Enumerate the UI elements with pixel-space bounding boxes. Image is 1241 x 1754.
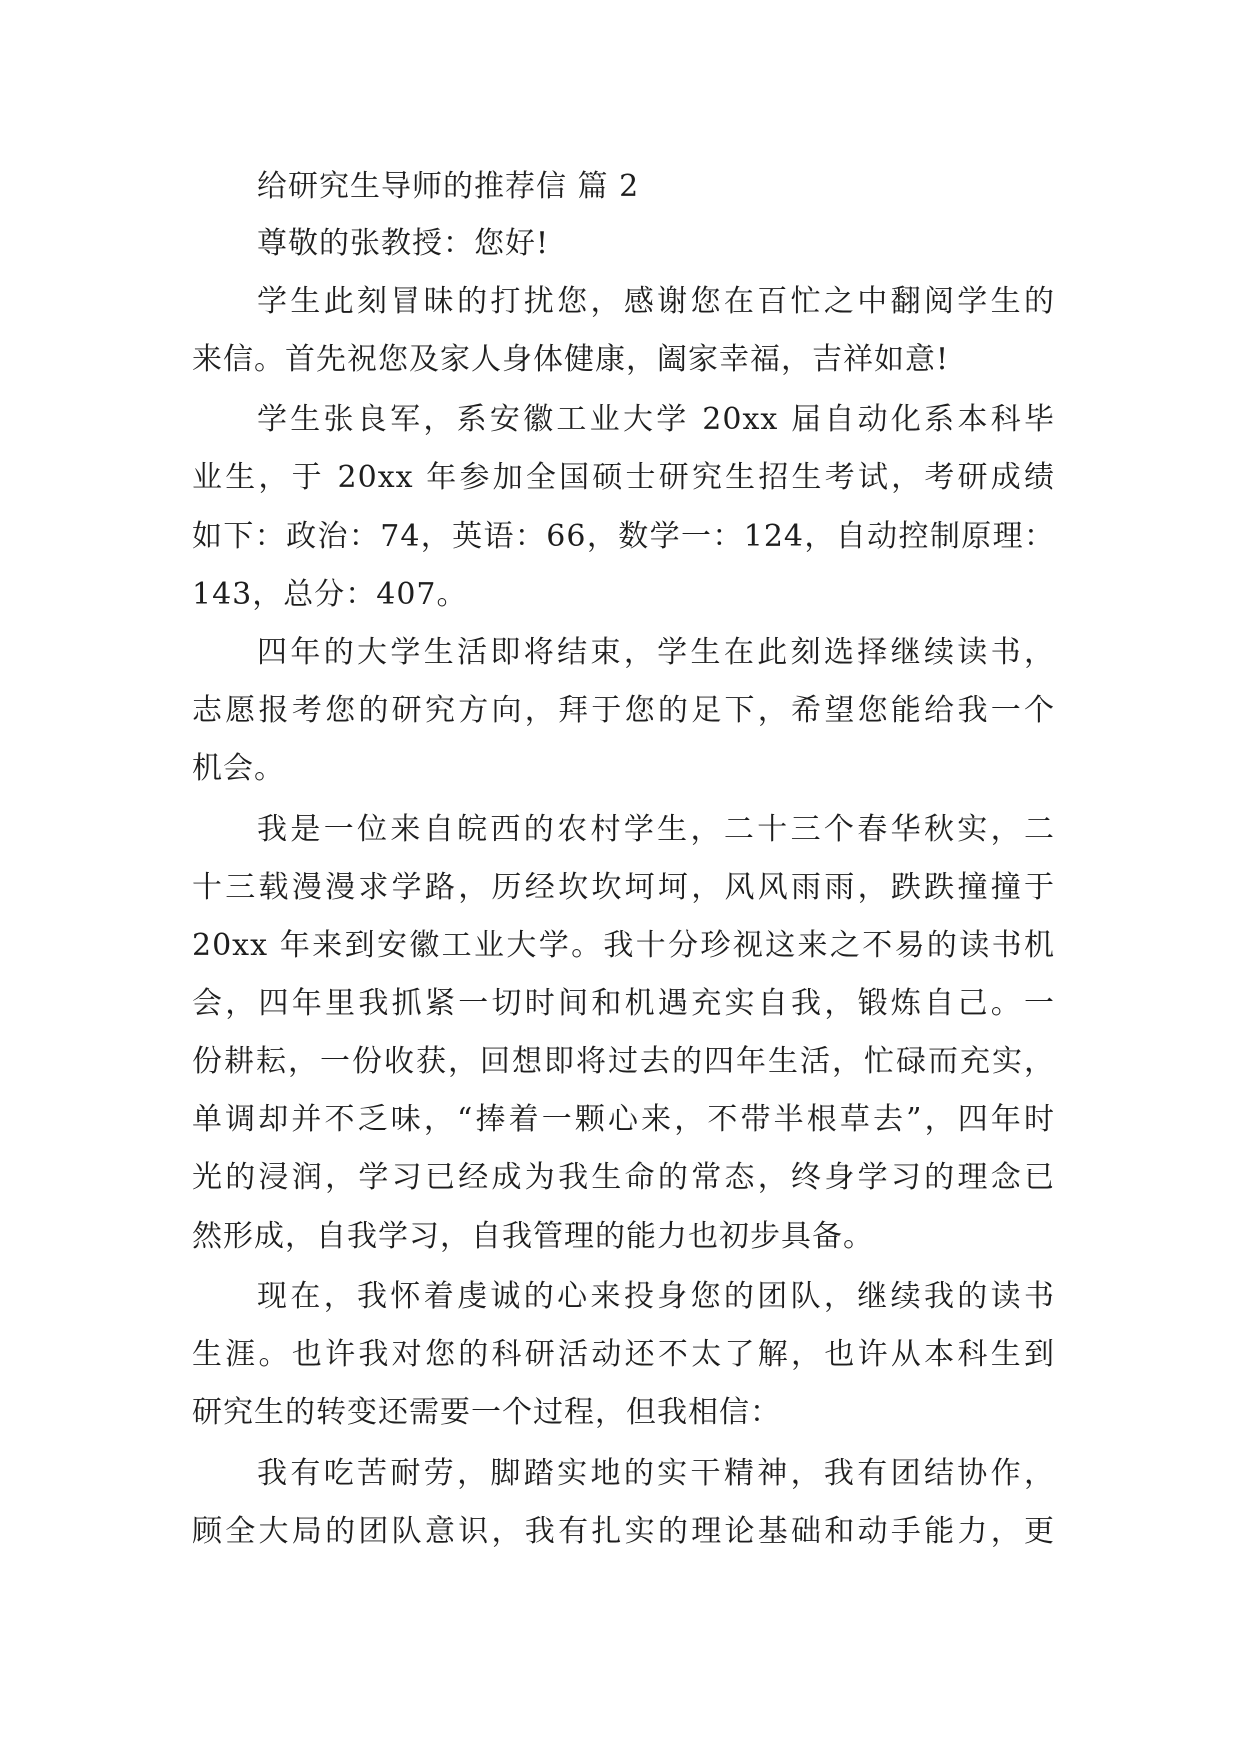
paragraph-line: 十三载漫漫求学路，历经坎坎坷坷，风风雨雨，跌跌撞撞于	[192, 870, 1055, 905]
paragraph-line: 顾全大局的团队意识，我有扎实的理论基础和动手能力，更	[192, 1514, 1055, 1549]
paragraph-line: 志愿报考您的研究方向，拜于您的足下，希望您能给我一个	[192, 693, 1055, 728]
paragraph-line: 如下：政治：74，英语：66，数学一：124，自动控制原理：	[192, 519, 1055, 554]
paragraph-line: 机会。	[192, 751, 285, 786]
paragraph-line: 我有吃苦耐劳，脚踏实地的实干精神，我有团结协作，	[257, 1456, 1055, 1491]
paragraph-line: 研究生的转变还需要一个过程，但我相信：	[192, 1395, 781, 1430]
paragraph-line: 20xx 年来到安徽工业大学。我十分珍视这来之不易的读书机	[192, 928, 1055, 963]
paragraph-line: 学生此刻冒昧的打扰您，感谢您在百忙之中翻阅学生的	[257, 284, 1055, 319]
paragraph-line: 143，总分：407。	[192, 577, 468, 612]
paragraph-line: 然形成，自我学习，自我管理的能力也初步具备。	[192, 1219, 874, 1254]
paragraph-line: 来信。首先祝您及家人身体健康，阖家幸福，吉祥如意!	[192, 342, 950, 377]
document-title: 给研究生导师的推荐信 篇 2	[257, 169, 640, 204]
paragraph-line: 生涯。也许我对您的科研活动还不太了解，也许从本科生到	[192, 1337, 1055, 1372]
paragraph-line: 业生，于 20xx 年参加全国硕士研究生招生考试，考研成绩	[192, 460, 1055, 495]
paragraph-line: 四年的大学生活即将结束，学生在此刻选择继续读书，	[257, 635, 1055, 670]
paragraph-line: 会，四年里我抓紧一切时间和机遇充实自我，锻炼自己。一	[192, 986, 1055, 1021]
paragraph-line: 光的浸润，学习已经成为我生命的常态，终身学习的理念已	[192, 1160, 1055, 1195]
paragraph-line: 单调却并不乏味，“捧着一颗心来，不带半根草去”，四年时	[192, 1102, 1055, 1137]
paragraph-line: 现在，我怀着虔诚的心来投身您的团队，继续我的读书	[257, 1279, 1055, 1314]
salutation: 尊敬的张教授：您好!	[257, 226, 550, 261]
paragraph-line: 份耕耘，一份收获，回想即将过去的四年生活，忙碌而充实，	[192, 1044, 1055, 1079]
paragraph-line: 我是一位来自皖西的农村学生，二十三个春华秋实，二	[257, 812, 1055, 847]
paragraph-line: 学生张良军，系安徽工业大学 20xx 届自动化系本科毕	[257, 402, 1055, 437]
